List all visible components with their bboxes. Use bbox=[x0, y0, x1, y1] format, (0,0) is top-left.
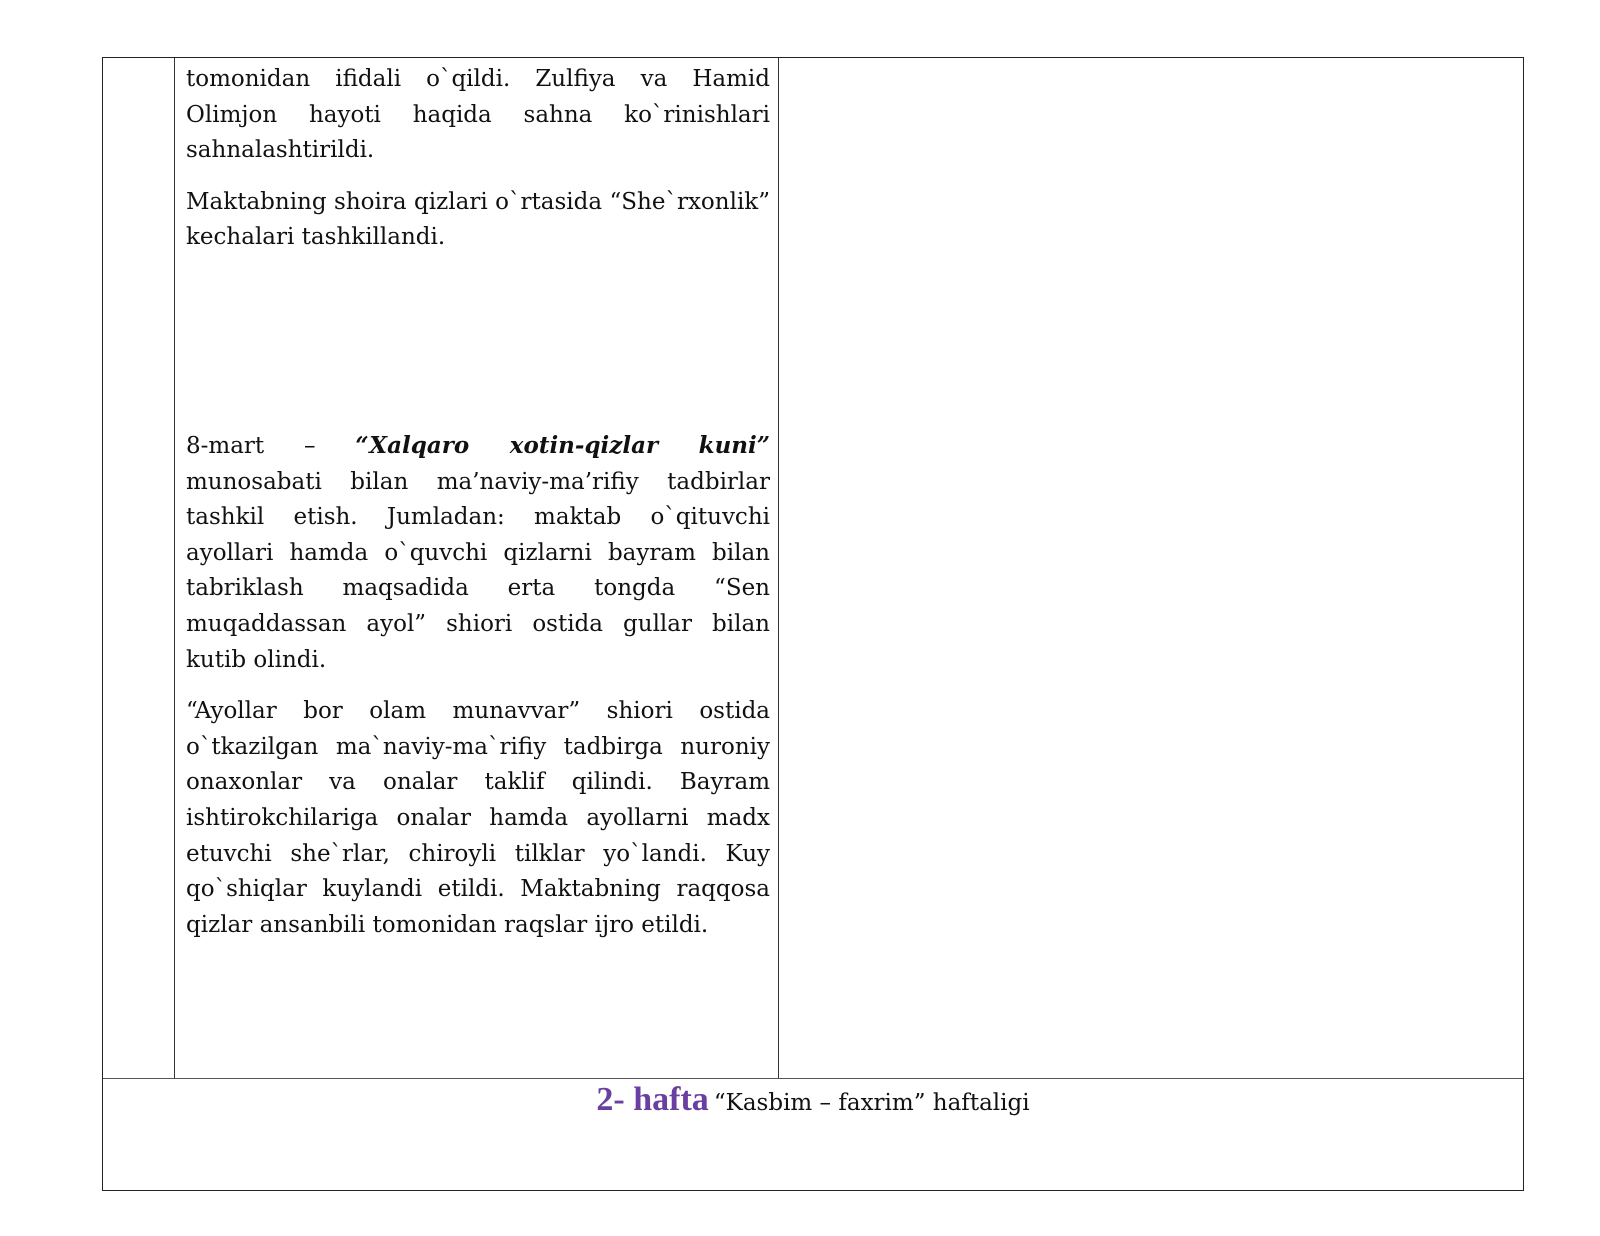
notes-cell bbox=[779, 58, 1523, 1078]
paragraph-poetry-evening: Maktabning shoira qizlari o`rtasida “She`rxonlik” kechalari tashkillandi. bbox=[186, 188, 770, 251]
womens-day-rest: munosabati bilan ma’naviy-ma’rifiy tadbirlar tashkil etish. Jumladan: maktab o`qituvchi ayollari hamda o`quvchi qizlarni bayram bilan tabriklash maqsadida erta tongda “Sen muqaddassan ayol” shiori ostida gullar bilan kutib olindi. bbox=[186, 468, 770, 673]
paragraph-womens-day bbox=[186, 428, 770, 678]
number-cell bbox=[103, 58, 175, 1078]
description-cell bbox=[175, 58, 779, 1078]
table-row bbox=[103, 58, 1523, 1079]
activity-table bbox=[102, 57, 1524, 1191]
womens-day-prefix: 8-mart – bbox=[186, 432, 356, 459]
week-heading bbox=[103, 1081, 1523, 1119]
paragraph-staging: tomonidan ifidali o`qildi. Zulfiya va Hamid Olimjon hayoti haqida sahna ko`rinishlari sahnalashtirildi. bbox=[186, 66, 770, 164]
week-number: 2- hafta bbox=[596, 1081, 709, 1118]
paragraph-celebration: “Ayollar bor olam munavvar” shiori ostida o`tkazilgan ma`naviy-ma`rifiy tadbirga nuroniy onaxonlar va onalar taklif qilindi. Bayram ishtirokchilariga onalar hamda ayollarni madx etuvchi she`rlar, chiroyli tilklar yo`landi. Kuy qo`shiqlar kuylandi etildi. Maktabning raqqosa qizlar ansanbili tomonidan raqslar ijro etildi. bbox=[186, 698, 770, 938]
week-title: “Kasbim – faxrim” haftaligi bbox=[713, 1090, 1030, 1116]
week-heading-row bbox=[103, 1079, 1523, 1190]
womens-day-emphasis: “Xalqaro xotin-qizlar kuni” bbox=[355, 431, 770, 459]
